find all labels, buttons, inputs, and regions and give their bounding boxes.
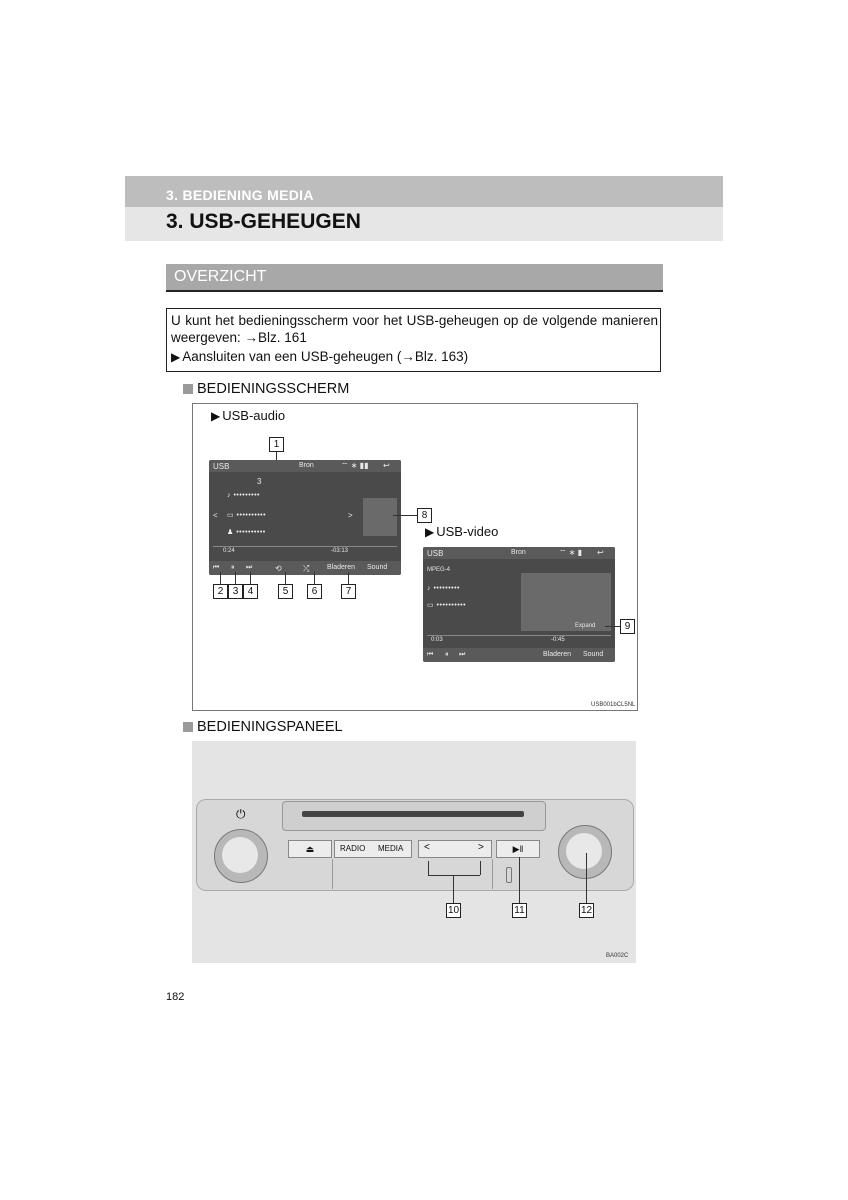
audio-track-title: ♪ ••••••••• (227, 492, 261, 499)
bullet-triangle-icon: ▶ (425, 525, 435, 539)
screen-subheading-text: BEDIENINGSSCHERM (197, 381, 350, 397)
pause-icon[interactable]: ⏸ (231, 564, 235, 571)
knob-face (566, 833, 602, 869)
video-track-title: ♪ ••••••••• (427, 585, 461, 592)
callout-2-leader (220, 572, 221, 584)
audio-elapsed-time: 0:24 (223, 548, 235, 554)
callout-12: 12 (580, 905, 593, 916)
callout-9: 9 (620, 619, 635, 634)
audio-artist-name: ♟ •••••••••• (227, 529, 266, 536)
media-button[interactable]: MEDIA (378, 844, 404, 853)
video-folder-name: ▭ •••••••••• (427, 602, 467, 609)
radio-button[interactable]: RADIO (340, 844, 366, 853)
callout-9-leader (605, 626, 620, 627)
video-preview[interactable] (521, 573, 611, 631)
audio-track-number: 3 (257, 477, 262, 486)
video-remaining-time: -0:45 (551, 637, 565, 643)
figure-code: USB001bCL5NL (591, 702, 636, 708)
figure-code: BA002C (606, 953, 629, 959)
video-progress-bar[interactable] (427, 635, 611, 636)
eject-button[interactable]: ⏏ (288, 840, 332, 858)
audio-prev-arrow[interactable]: < (213, 511, 218, 520)
repeat-icon[interactable]: ⟲ (275, 564, 282, 573)
audio-bron-button[interactable]: Bron (299, 462, 314, 469)
back-icon[interactable]: ↩ (383, 461, 390, 470)
panel-seam (332, 859, 333, 889)
audio-source-name: USB (213, 462, 230, 471)
intro-bullet (171, 349, 468, 364)
callout-6: 6 (307, 584, 322, 599)
wifi-icon: ⌔ ∗ ▮ (559, 548, 583, 557)
video-source-name: USB (427, 549, 444, 558)
audio-sound-button[interactable]: Sound (367, 564, 388, 571)
callout-12-leader (586, 853, 587, 903)
usb-port-cover (506, 867, 512, 883)
callout-7-leader (348, 572, 349, 584)
shuffle-icon[interactable]: ⤮ (303, 564, 310, 573)
prev-track-icon[interactable]: ⏮ (427, 651, 434, 658)
knob-face (222, 837, 258, 873)
video-sound-button[interactable]: Sound (583, 651, 604, 658)
callout-5-leader (285, 572, 286, 584)
audio-remaining-time: -03:13 (331, 548, 349, 554)
bullet-triangle-icon: ▶ (171, 350, 181, 364)
audio-progress-bar[interactable] (213, 546, 397, 547)
seek-next-button[interactable]: > (478, 842, 484, 853)
callout-4: 4 (243, 584, 258, 599)
callout-3-leader (235, 572, 236, 584)
usb-audio-label-text: USB-audio (222, 408, 286, 423)
audio-album-art (363, 498, 397, 536)
chapter-title: 3. BEDIENING MEDIA (166, 187, 314, 203)
video-browse-button[interactable]: Bladeren (543, 651, 572, 658)
power-icon: ⏻ (236, 807, 246, 821)
panel-figure (192, 741, 636, 963)
video-elapsed-time: 0:03 (431, 637, 443, 643)
callout-8: 8 (417, 508, 432, 523)
audio-browse-button[interactable]: Bladeren (327, 564, 356, 571)
callout-8-leader (393, 515, 417, 516)
overzicht-heading: OVERZICHT (174, 268, 267, 285)
callout-2: 2 (213, 584, 228, 599)
screen-figure (192, 403, 638, 711)
callout-11: 11 (512, 903, 527, 918)
callout-10-leader (453, 875, 454, 903)
video-bron-button[interactable]: Bron (511, 549, 526, 556)
pause-icon[interactable]: ⏸ (445, 651, 449, 658)
square-bullet-icon (183, 384, 193, 394)
panel-subheading (183, 719, 343, 735)
callout-5: 5 (278, 584, 293, 599)
intro-bullet-text: Aansluiten van een USB-geheugen (→Blz. 163) (182, 349, 469, 364)
callout-10-bracket (428, 875, 480, 876)
usb-video-screen (423, 547, 615, 662)
prev-track-icon[interactable]: ⏮ (213, 564, 220, 571)
page-number: 182 (166, 991, 185, 1003)
callout-3: 3 (228, 584, 243, 599)
panel-subheading-text: BEDIENINGSPANEEL (197, 719, 343, 735)
audio-next-arrow[interactable]: > (348, 511, 353, 520)
seek-prev-button[interactable]: < (424, 842, 430, 853)
next-track-icon[interactable]: ⏭ (246, 564, 253, 571)
callout-11-leader (519, 857, 520, 903)
usb-video-label (425, 524, 498, 539)
intro-text: U kunt het bedieningsscherm voor het USB-geheugen op de volgende manieren weergeven: →Blz. 161 (171, 313, 658, 345)
audio-folder-name: ▭ •••••••••• (227, 512, 267, 519)
callout-1: 1 (269, 437, 284, 452)
bullet-triangle-icon: ▶ (211, 409, 221, 423)
next-track-icon[interactable]: ⏭ (459, 651, 466, 658)
panel-seam (492, 859, 493, 889)
callout-10-bracket-left (428, 861, 429, 875)
callout-6-leader (314, 572, 315, 584)
disc-slot[interactable] (302, 811, 524, 817)
callout-7: 7 (341, 584, 356, 599)
video-format: MPEG-4 (427, 567, 451, 573)
usb-audio-label (211, 408, 285, 423)
page-title: 3. USB-GEHEUGEN (166, 210, 361, 233)
square-bullet-icon (183, 722, 193, 732)
back-icon[interactable]: ↩ (597, 548, 604, 557)
usb-audio-screen (209, 460, 401, 575)
play-pause-button[interactable]: ▶‖ (496, 840, 540, 858)
usb-video-label-text: USB-video (436, 524, 499, 539)
video-expand-button[interactable]: Expand (575, 623, 596, 629)
screen-subheading (183, 381, 349, 397)
callout-4-leader (250, 572, 251, 584)
callout-10-bracket-right (480, 861, 481, 875)
callout-10: 10 (447, 905, 460, 916)
wifi-icon: ⌔ ∗ ▮▮ (341, 461, 369, 470)
overzicht-divider (166, 290, 663, 292)
